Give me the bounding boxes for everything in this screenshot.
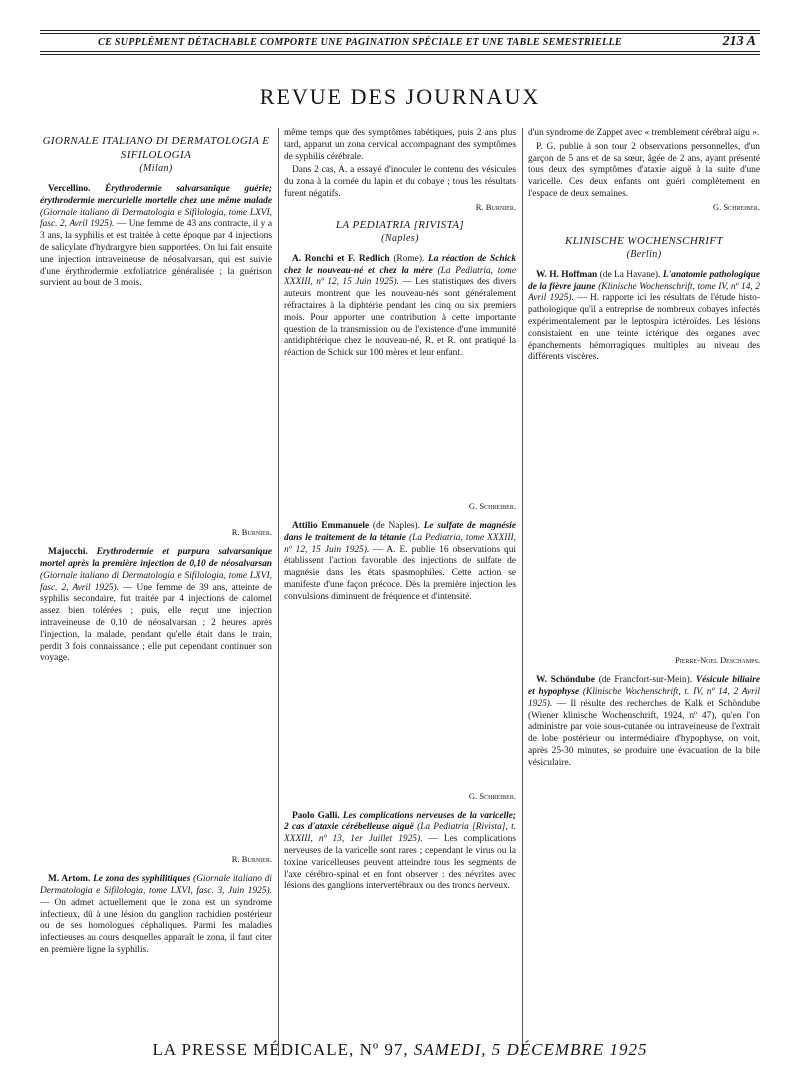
article-title: Vésicule biliaire et hypophyse	[528, 675, 760, 697]
column-divider	[522, 128, 523, 1056]
column-2	[284, 128, 516, 1056]
article-reference: (La Pediatria [Rivista], t. XXXIII, nº 13, 1er Juillet 1925).	[284, 822, 516, 845]
article-author: A. Ronchi et F. Redlich	[292, 253, 390, 264]
article-text: — Les statistiques des divers auteurs montrent que les nouveau-nés sont généralement réfractaires à la diphtérie pendant les cinq ou six premiers mois. Pour apporter une contribution à cette importante question de la transmission ou de l'existence d'une immunité antidiphtérique chez le nouveau-né, R. et R. ont pratiqué la réaction de Schick sur 100 mères et leur enfant.	[284, 277, 516, 359]
article-artom	[40, 874, 272, 957]
article-title: La réaction de Schick chez le nouveau-né et chez la mère	[284, 253, 516, 276]
page-number: 213 A	[722, 34, 756, 49]
article-author: Attilio Emmanuele	[292, 520, 370, 531]
article-signature: R. Burnier.	[475, 201, 516, 212]
page	[40, 30, 760, 1060]
article-continued	[528, 364, 760, 654]
article-author: Majocchi.	[48, 547, 88, 558]
article-title: Le sulfate de magnésie dans le traitement de la tétanie	[284, 520, 516, 543]
article-author: Paolo Galli.	[292, 810, 340, 821]
article-signature: G. Schreiber.	[468, 790, 516, 801]
article-text: — A. E. publie 16 observations qui établissent l'action favorable des injections de sulfate de magnésie dans les états spasmophiles. Cette action se manifeste d'une façon précoce. Dès la première injection les convulsions diminuent de fréquence et d'intensité.	[284, 544, 516, 602]
article-signature: Pierre-Noel Deschamps.	[674, 655, 760, 666]
article-ronchi-redlich: A. Ronchi et F. Redlich (Rome). La réaction de Schick chez le nouveau-né et chez la mère (La Pediatria, tome XXXIII, nº 12, 15 Juin 1925). — Les statistiques des divers auteurs montrent que les nouveau-nés sont généralement réfractaires à la diphtérie pendant les cinq ou six premiers mois. Pour apporter une contribution à cette importante question de la transmission ou de l'existence d'une immunité antidiphtérique chez le nouveau-né, R. et R. ont pratiqué la réaction de Schick sur 100 mères et leur enfant. G. Schreiber.	[284, 253, 516, 511]
article-text-continued: Dans 2 cas, A. a essayé d'inoculer le contenu des vésicules du zona à la cornée du lapin et du cobaye ; tous les résultats furent négatifs.	[284, 165, 516, 199]
article-title: Le zona des syphilitiques	[93, 874, 191, 885]
article-reference: (Klinische Wochenschrift, t. IV, nº 14, 2 Avril 1925).	[528, 686, 760, 709]
article-reference: (La Pediatria, tome XXXIII, nº 12, 15 Juin 1925).	[284, 532, 516, 555]
top-rule-band	[40, 30, 760, 54]
journal-heading: GIORNALE ITALIANO DI DERMATOLOGIA E SIFILOLOGIA (Milan)	[42, 135, 270, 174]
article-emmanuele: Attilio Emmanuele (de Naples). Le sulfate de magnésie dans le traitement de la tétanie (La Pediatria, tome XXXIII, nº 12, 15 Juin 1925). — A. E. publie 16 observations qui établissent l'action favorable des injections de sulfate de magnésie dans les états spasmophiles. Cette action se manifeste d'une façon précoce. Dès la première injection les convulsions diminuent de fréquence et d'intensité. G. Schreiber.	[284, 520, 516, 801]
article-text-continued: P. G. publie à son tour 2 observations personnelles, d'un garçon de 5 ans et de sa sœur, âgée de 2 ans, ayant présenté tous deux des symptômes d'ataxie aiguë à la suite d'une varicelle. Ces deux enfants ont guéri complètement en l'espace de deux semaines.	[528, 141, 760, 199]
footer-date: SAMEDI, 5 DÉCEMBRE 1925	[413, 1040, 648, 1059]
journal-heading: KLINISCHE WOCHENSCHRIFT (Berlin)	[564, 234, 723, 260]
article-signature: R. Burnier.	[231, 527, 272, 538]
article-signature: G. Schreiber.	[468, 500, 516, 511]
article-text-continued: d'un syndrome de Zappet avec « tremblement cérébral aigu ».	[528, 128, 760, 138]
article-continued	[40, 290, 272, 526]
article-vercellino	[40, 184, 272, 537]
article-galli	[284, 811, 516, 894]
article-text: — On admet actuellement que le zona est un syndrome infectieux, dû à une lésion du ganglion rachidien postérieur ou de ses homologues céphaliques. Parmi les maladies infectieuses au cours desquelles apparaît le zona, il faut citer en première ligne la syphilis.	[40, 897, 272, 955]
article-title: Érythrodermie salvarsanique guérie; érythrodermie mercurielle mortelle chez une même malade	[40, 184, 272, 206]
article-schondube: W. Schöndube (de Francfort-sur-Mein). Vésicule biliaire et hypophyse (Klinische Wochenschrift, t. IV, nº 14, 2 Avril 1925). — Il résulte des recherches de Kalk et Schöndube (Wiener klinische Wochenschrift, 1924, nº 47), qu'en l'on administre par voie sous-cutanée ou intraveineuse de l'extrait de lobe postérieur ou intermédiaire d'hypophyse, on voit, après 25-30 minutes, se produire une évacuation de la bile vésiculaire.	[528, 675, 760, 768]
column-3	[528, 128, 760, 1056]
article-author: W. Schöndube	[536, 675, 595, 686]
article-title: Les complications nerveuses de la varicelle; 2 cas d'ataxie cérébelleuse aiguë	[284, 810, 516, 833]
article-text: — Les complications nerveuses de la varicelle sont rares ; cependant le virus ou la toxine varicelleuses peuvent atteindre tous les segments de l'axe cérébro-spinal et en font observer : des névrites avec lésions des ganglions intervertébraux ou des troncs nerveux.	[284, 834, 516, 892]
footer-line	[40, 1040, 760, 1060]
column-divider	[278, 128, 279, 1056]
article-author: W. H. Hoffman	[536, 269, 598, 280]
article-title: Erythrodermie et purpura salvarsanique mortel après la première injection de 0,10 de néosalvarsan	[40, 547, 272, 569]
article-reference: (La Pediatria, tome XXXIII, nº 12, 15 Juin 1925).	[284, 265, 516, 288]
article-majocchi	[40, 547, 272, 864]
footer-issue: Nº 97,	[359, 1040, 409, 1059]
article-text: — Une femme de 43 ans contracte, il y a 3 ans, la syphilis et est traitée à cette époque par 4 injections de salicylate d'hydrargyre bien supportées. On lui fait ensuite une injection intraveineuse de néosalvarsan, qui est suivie d'une érythrodermie exfoliatrice généralisée ; la guérison survient au bout de 3 mois.	[40, 219, 272, 289]
article-continued	[284, 604, 516, 790]
article-text: — Il résulte des recherches de Kalk et Schöndube (Wiener klinische Wochenschrift, 1924, nº 47), qu'en l'on administre par voie sous-cutanée ou intraveineuse de l'extrait de lobe postérieur ou intermédiaire d'hypophyse, on voit, après 25-30 minutes, se produire une évacuation de la bile vésiculaire.	[528, 698, 760, 768]
article-title: L'anatomie pathologique de la fièvre jaune	[528, 269, 760, 292]
article-reference: (Giornale italiano di Dermatologia e Sifilologia, tome LXVI, fasc. 2, Avril 1925).	[40, 207, 272, 230]
article-reference: (Klinische Wochenschrift, tome IV, nº 14, 2 Avril 1925).	[528, 281, 760, 304]
article-text: — Une femme de 39 ans, atteinte de syphilis secondaire, fut traitée par 4 injections de calomel assez bien tolérées ; puis, elle reçut une injection intraveineuse de 0,10 de néosalvarsan ; 2 heures après l'injection, la malade, pendant qu'elle était dans le train, perdit 3 fois connaissance ; elle put cependant continuer son voyage.	[40, 582, 272, 664]
article-continued	[40, 665, 272, 853]
article-author: M. Artom.	[48, 874, 91, 885]
article-continued	[284, 360, 516, 500]
article-text-continued: même temps que des symptômes tabétiques, puis 2 ans plus tard, apparut un zona cervical accompagnant des symptômes de syphilis cérébrale.	[284, 128, 516, 162]
section-title: REVUE DES JOURNAUX	[259, 84, 541, 109]
supplement-note: CE SUPPLÉMENT DÉTACHABLE COMPORTE UNE PAGINATION SPÉCIALE ET UNE TABLE SEMESTRIELLE	[98, 37, 622, 48]
journal-heading: LA PEDIATRIA [RIVISTA] (Naples)	[335, 218, 465, 244]
column-1	[40, 128, 272, 1056]
article-text: — H. rapporte ici les résultats de l'étude histo-pathologique qu'il a entreprise de nombreux cobayes infectés expérimentalement par le leptospira ictéroïdes. Les lésions consistaient en une teinte ictérique des organes avec épanchements hémorragiques multiples au niveau des différents viscères.	[528, 293, 760, 363]
article-author: Vercellino.	[48, 184, 91, 194]
footer-journal: LA PRESSE MÉDICALE,	[152, 1040, 355, 1059]
article-signature: G. Schreiber.	[712, 201, 760, 212]
article-hoffman: W. H. Hoffman (de La Havane). L'anatomie pathologique de la fièvre jaune (Klinische Wochenschrift, tome IV, nº 14, 2 Avril 1925). — H. rapporte ici les résultats de l'étude histo-pathologique qu'il a entreprise de nombreux cobayes infectés expérimentalement par le leptospira ictéroïdes. Les lésions consistaient en une teinte ictérique des organes avec épanchements hémorragiques multiples au niveau des différents viscères. Pierre-Noel Deschamps.	[528, 269, 760, 666]
article-reference: (Giornale italiano di Dermatologia e Sifilologia, tome LXVI, fasc. 3, Juin 1925).	[40, 874, 272, 896]
article-signature: R. Burnier.	[231, 854, 272, 865]
article-reference: (Giornale italiano di Dermatologia e Sifilologia, tome LXVI, fasc. 2, Avril 1925).	[40, 570, 272, 593]
